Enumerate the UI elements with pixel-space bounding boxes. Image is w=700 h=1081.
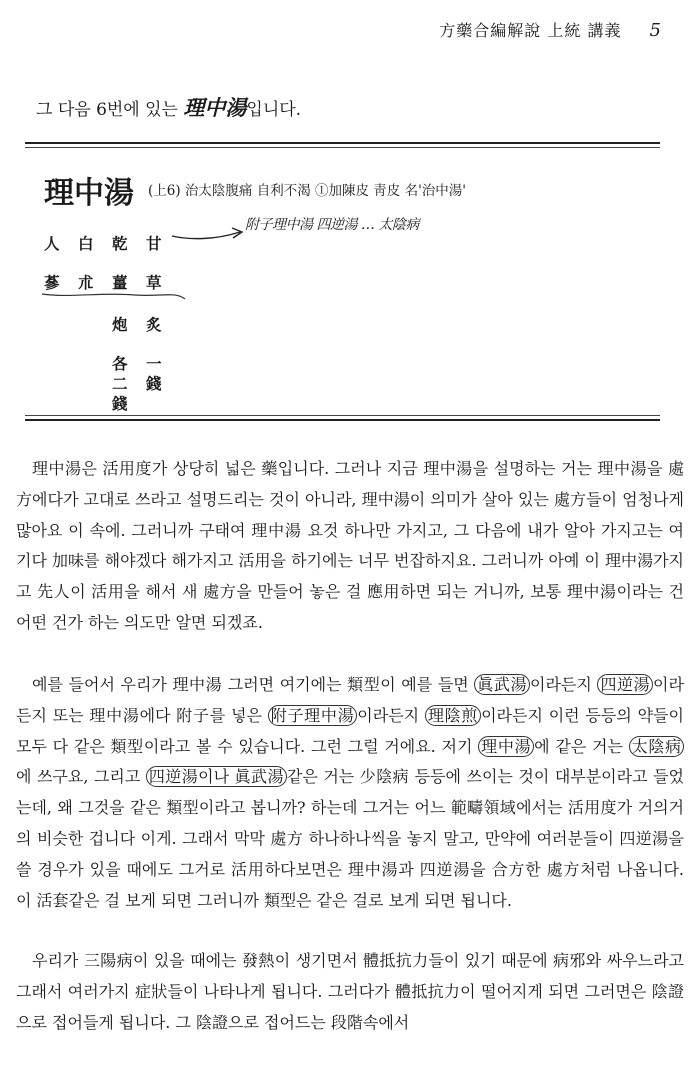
herb-char: 草 <box>146 273 162 292</box>
prep-row <box>112 313 180 335</box>
paragraph-text: 이라든지 이런 등등의 약들이 모두 다 같은 類型이라고 볼 수 있습니다. 그런 그럴 거에요. 저기 <box>16 705 684 756</box>
paragraph-text: 에 쓰구요, 그리고 <box>16 767 146 787</box>
dose-row-3: 錢 <box>112 394 128 413</box>
prescription-name: 理中湯 <box>44 176 134 211</box>
bottom-rule-thin <box>25 415 660 416</box>
intro-text-after: 입니다. <box>246 100 302 120</box>
herb-char: 乾 <box>112 234 128 253</box>
herb-char: 蔘 <box>44 273 60 292</box>
paragraph-text: 이라든지 <box>529 675 598 694</box>
intro-emphasis: 理中湯 <box>183 95 247 120</box>
herb-char: 甘 <box>146 234 162 253</box>
dose-char: 各 <box>112 354 128 373</box>
bottom-rule <box>25 419 660 421</box>
intro-text-before: 그 다음 6번에 있는 <box>36 100 184 120</box>
herb-row-1 <box>44 232 180 254</box>
circled-term: 附子理中湯 <box>268 705 358 726</box>
top-rule <box>25 142 660 144</box>
circled-term: 四逆湯이나 眞武湯 <box>146 766 287 787</box>
paragraph-text: 예를 들어서 우리가 理中湯 그러면 여기에는 類型이 예를 들면 <box>32 675 475 694</box>
herb-char: 薑 <box>112 273 128 292</box>
dose-char: 二 <box>112 374 128 393</box>
dose-char: 錢 <box>146 374 162 393</box>
body-paragraph-2 <box>16 670 684 916</box>
circled-term: 眞武湯 <box>474 674 530 695</box>
body-paragraph-3 <box>16 946 684 1038</box>
circled-term: 四逆湯 <box>597 674 653 695</box>
dose-row-1 <box>112 352 180 374</box>
prep-char: 炙 <box>146 315 162 334</box>
paragraph-text: 이라든지 <box>357 705 425 725</box>
herb-char: 人 <box>44 234 60 253</box>
top-rule-thin <box>25 147 660 148</box>
hand-underline <box>40 286 190 306</box>
paragraph-text: 이라든지 또는 理中湯에다 附子를 넣은 <box>16 675 684 725</box>
paragraph-text: 같은 거는 少陰病 등등에 쓰이는 것이 대부분이라고 들었는데, 왜 그것을 같은 類型이라고 봅니까? 하는데 그거는 어느 範疇領域에서는 活用度가 거의거의 비슷한 겁니다 이게. 그래서 막막 處方 하나하나씩을 놓지 말고, 만약에 여러분들이 四逆湯을 쓸 경우가 있을 때에도 그거로 活用하다보면은 理中湯과 四逆湯을 合方한 處方처럼 나옵니다. 이 活套같은 걸 보게 되면 그러니까 類型은 같은 걸로 보게 되면 됩니다. <box>16 767 684 910</box>
circled-term: 理陰煎 <box>425 705 481 726</box>
circled-term: 理中湯 <box>478 736 534 757</box>
herb-char: 朮 <box>78 273 94 292</box>
prescription-description: (上6) 治太陰腹痛 自利不渴 ①加陳皮 靑皮 名'治中湯' <box>148 183 467 199</box>
prep-char: 炮 <box>112 315 128 334</box>
paragraph-text: 우리가 三陽病이 있을 때에는 發熱이 생기면서 體抵抗力들이 있기 때문에 病邪와 싸우느라고 그래서 여러가지 症狀들이 나타나게 됩니다. 그러다가 體抵抗力이 떨어지게 되면 그러면은 陰證으로 접어들게 됩니다. 그 陰證으로 접어드는 段階속에서 <box>16 951 684 1032</box>
page-header <box>439 18 662 41</box>
dose-char: 一 <box>146 354 162 373</box>
paragraph-text: 에 같은 거는 <box>534 736 629 756</box>
arrow-icon <box>170 218 250 248</box>
book-title: 方藥合編解說 上統 講義 <box>439 21 622 40</box>
handwritten-note: 附子理中湯 四逆湯 … 太陰病 <box>245 217 419 233</box>
dose-row-2 <box>112 372 180 394</box>
page-number: 5 <box>649 20 662 41</box>
paragraph-text: 理中湯은 活用度가 상당히 넓은 藥입니다. 그러나 지금 理中湯을 설명하는 거는 理中湯을 處方에다가 고대로 쓰라고 설명드리는 것이 아니라, 理中湯이 의미가 살아 있는 處方들이 엄청나게 많아요 이 속에. 그러니까 구태여 理中湯 요것 하나만 가지고, 그 다음에 내가 알아 가지고는 여기다 加味를 해야겠다 해가지고 活用을 하기에는 너무 번잡하지요. 그러니까 아예 이 理中湯가지고 先人이 活用을 해서 새 處方을 만들어 놓은 걸 應用하면 되는 거니까, 보통 理中湯이라는 건 어떤 건가 하는 의도만 알면 되겠죠. <box>16 459 684 632</box>
circled-term: 太陰病 <box>629 736 684 757</box>
intro-line <box>36 92 301 122</box>
herb-char: 白 <box>78 234 94 253</box>
body-paragraph-1 <box>16 454 684 639</box>
